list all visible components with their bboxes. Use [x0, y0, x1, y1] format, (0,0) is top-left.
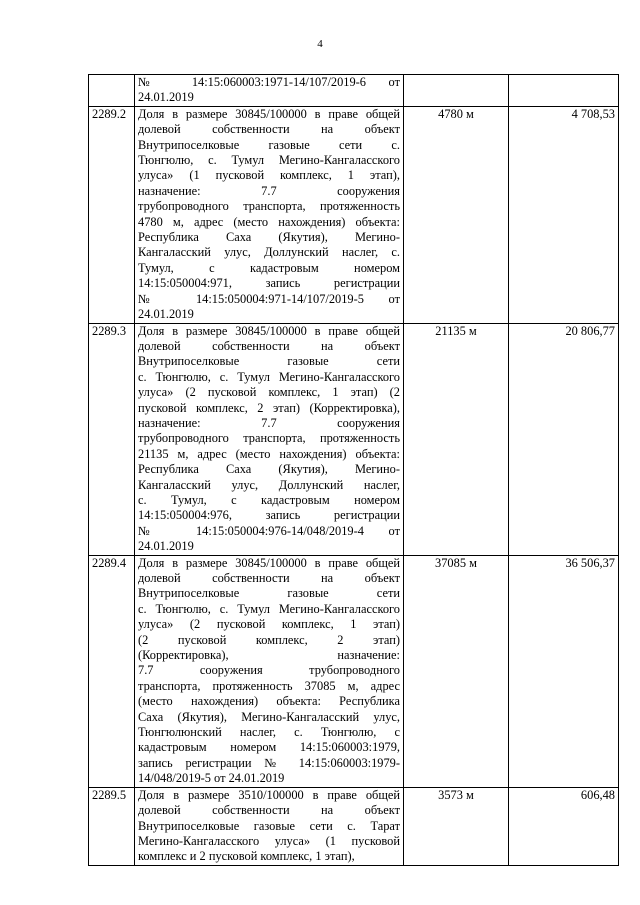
description-line: Доля в размере 30845/100000 в праве общей [138, 323, 400, 338]
description-line: Внутрипоселковые газовые сети с. Тарат [138, 818, 400, 833]
item-number [89, 75, 135, 107]
description-line: комплекс и 2 пусковой комплекс, 1 этап), [138, 849, 355, 864]
item-length: 21135 м [404, 323, 509, 555]
description-line: Республика Саха (Якутия), Мегино- [138, 230, 400, 245]
item-description [135, 323, 404, 555]
item-amount: 4 708,53 [509, 106, 619, 323]
table-row [89, 75, 619, 107]
description-line: долевой собственности на объект [138, 122, 400, 137]
description-line: улуса» (2 пусковой комплекс, 1 этап) [138, 617, 400, 632]
page-number: 4 [317, 38, 323, 50]
item-number: 2289.5 [89, 787, 135, 865]
description-line: кадастровым номером 14:15:060003:1979, [138, 740, 400, 755]
description-line: с. Тюнгюлю, с. Тумул Мегино-Кангаласского [138, 369, 400, 384]
description-line: с. Тумул, с кадастровым номером [138, 492, 400, 507]
description-line: 24.01.2019 [138, 539, 194, 554]
description-line: Тюнгюлюнский наслег, с. Тюнгюлю, с [138, 725, 400, 740]
description-line: Внутрипоселковые газовые сети [138, 354, 400, 369]
item-length: 4780 м [404, 106, 509, 323]
description-line: (2 пусковой комплекс, 2 этап) [138, 632, 400, 647]
description-line: Доля в размере 3510/100000 в праве общей [138, 787, 400, 802]
description-line: 14/048/2019-5 от 24.01.2019 [138, 771, 285, 786]
description-line: Саха (Якутия), Мегино-Кангаласский улус, [138, 709, 400, 724]
description-line: 21135 м, адрес (место нахождения) объекта: [138, 446, 400, 461]
table-row [89, 787, 619, 865]
description-line: трубопроводного транспорта, протяженность [138, 199, 400, 214]
item-description [135, 787, 404, 865]
description-line: с. Тюнгюлю, с. Тумул Мегино-Кангаласского [138, 601, 400, 616]
description-line: транспорта, протяженность 37085 м, адрес [138, 678, 400, 693]
description-line: 24.01.2019 [138, 307, 194, 322]
description-line: Внутрипоселковые газовые сети с. [138, 137, 400, 152]
description-line: запись регистрации № 14:15:060003:1979- [138, 755, 400, 770]
description-line: Республика Саха (Якутия), Мегино- [138, 462, 400, 477]
description-line: 24.01.2019 [138, 90, 194, 105]
description-line: Тумул, с кадастровым номером [138, 260, 400, 275]
description-line: 14:15:050004:976, запись регистрации [138, 508, 400, 523]
item-amount: 606,48 [509, 787, 619, 865]
description-line: долевой собственности на объект [138, 803, 400, 818]
description-line: (место нахождения) объекта: Республика [138, 694, 400, 709]
description-line: Мегино-Кангаласского улуса» (1 пусковой [138, 833, 400, 848]
description-line: трубопроводного транспорта, протяженность [138, 431, 400, 446]
description-line: улуса» (2 пусковой комплекс, 1 этап) (2 [138, 385, 400, 400]
description-line: № 14:15:050004:976-14/048/2019-4 от [138, 523, 400, 538]
item-length: 37085 м [404, 555, 509, 787]
item-amount [509, 75, 619, 107]
table-row [89, 555, 619, 787]
description-line: назначение: 7.7 сооружения [138, 415, 400, 430]
item-length [404, 75, 509, 107]
item-amount: 36 506,37 [509, 555, 619, 787]
description-line: 4780 м, адрес (место нахождения) объекта: [138, 214, 400, 229]
item-description [135, 75, 404, 107]
description-line: улуса» (1 пусковой комплекс, 1 этап), [138, 168, 400, 183]
item-number: 2289.2 [89, 106, 135, 323]
description-line: 7.7 сооружения трубопроводного [138, 663, 400, 678]
item-amount: 20 806,77 [509, 323, 619, 555]
description-line: долевой собственности на объект [138, 571, 400, 585]
item-description [135, 106, 404, 323]
property-table [88, 74, 619, 866]
description-line: Кангаласский улус, Доллунский наслег, с. [138, 245, 400, 260]
description-line: Внутрипоселковые газовые сети [138, 586, 400, 601]
description-line: долевой собственности на объект [138, 338, 400, 353]
description-line: 14:15:050004:971, запись регистрации [138, 276, 400, 291]
description-line: № 14:15:060003:1971-14/107/2019-6 от [138, 75, 400, 89]
description-line: Кангаласский улус, Доллунский наслег, [138, 477, 400, 492]
item-description [135, 555, 404, 787]
description-line: назначение: 7.7 сооружения [138, 183, 400, 198]
item-number: 2289.3 [89, 323, 135, 555]
description-line: пусковой комплекс, 2 этап) (Корректировка), [138, 400, 400, 415]
description-line: № 14:15:050004:971-14/107/2019-5 от [138, 291, 400, 306]
description-line: Доля в размере 30845/100000 в праве общей [138, 106, 400, 121]
table-row [89, 106, 619, 323]
description-line: (Корректировка), назначение: [138, 648, 400, 663]
table-row [89, 323, 619, 555]
description-line: Доля в размере 30845/100000 в праве общей [138, 555, 400, 570]
description-line: Тюнгюлю, с. Тумул Мегино-Кангаласского [138, 153, 400, 168]
item-number: 2289.4 [89, 555, 135, 787]
item-length: 3573 м [404, 787, 509, 865]
